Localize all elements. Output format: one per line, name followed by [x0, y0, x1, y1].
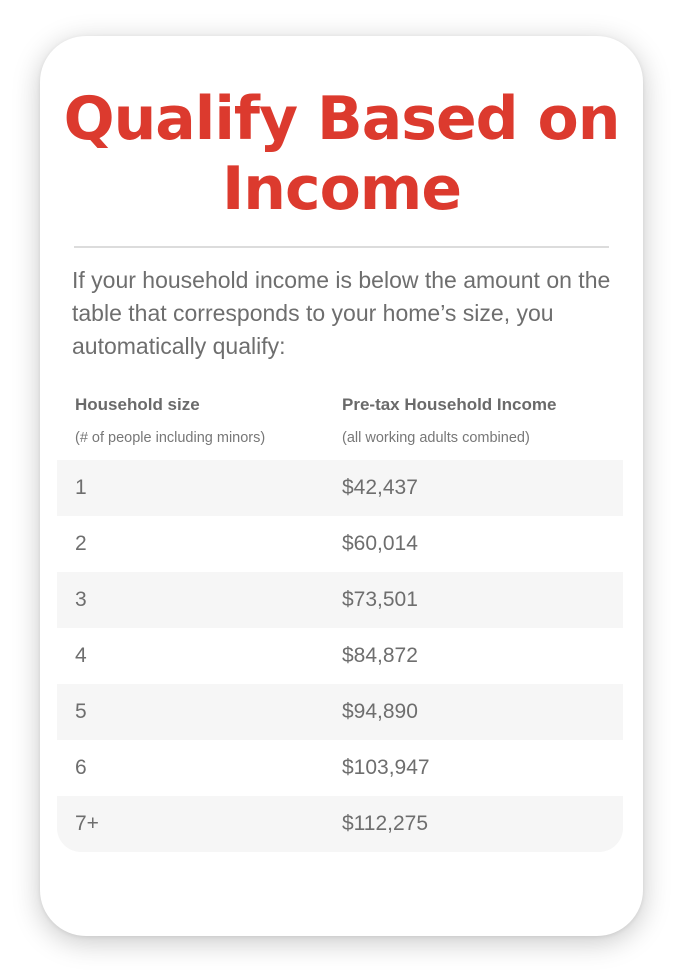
income-cell: $60,014: [342, 532, 418, 555]
table-row: [57, 460, 623, 516]
table-row: [57, 516, 623, 572]
household-size-note: (# of people including minors): [75, 430, 266, 446]
household-size-cell: 1: [75, 476, 87, 499]
income-cell: $42,437: [342, 476, 418, 499]
income-cell: $94,890: [342, 700, 418, 723]
table-row: [57, 628, 623, 684]
table-row: [57, 740, 623, 796]
income-card: [40, 36, 643, 936]
income-note: (all working adults combined): [342, 430, 530, 446]
household-size-cell: 2: [75, 532, 87, 555]
divider: [74, 246, 609, 248]
table-row: [57, 572, 623, 628]
intro-text: If your household income is below the amount on the table that corresponds to your home’s size, you automatically qualify:: [72, 267, 611, 359]
household-size-cell: 7+: [75, 812, 99, 835]
table-row: [57, 684, 623, 740]
income-table: [57, 460, 623, 852]
household-size-cell: 5: [75, 700, 87, 723]
income-cell: $112,275: [342, 812, 429, 835]
income-cell: $103,947: [342, 756, 430, 779]
household-size-cell: 4: [75, 644, 87, 667]
page-title: Qualify Based on Income: [63, 84, 620, 224]
income-cell: $84,872: [342, 644, 418, 667]
household-size-header: Household size: [75, 395, 200, 414]
table-row: [57, 796, 623, 852]
income-cell: $73,501: [342, 588, 418, 611]
household-size-cell: 6: [75, 756, 87, 779]
income-header: Pre-tax Household Income: [342, 395, 557, 414]
household-size-cell: 3: [75, 588, 87, 611]
